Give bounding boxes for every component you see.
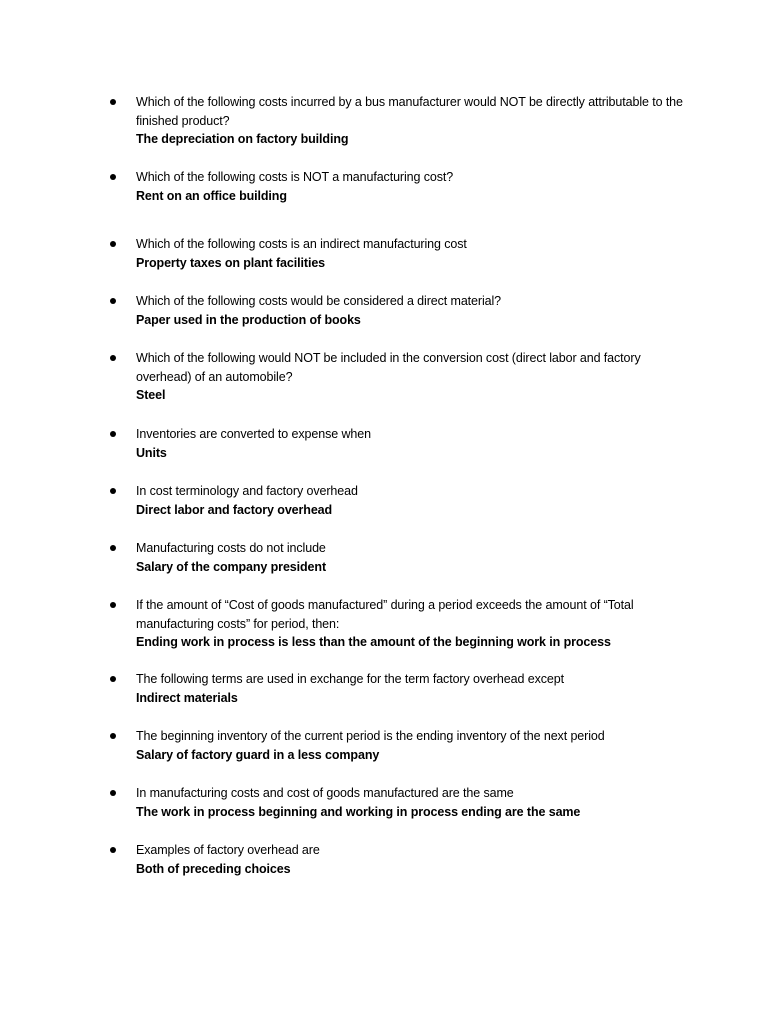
answer-text: Property taxes on plant facilities <box>136 255 326 270</box>
qa-text-block <box>136 292 686 329</box>
qa-text-block <box>136 784 686 821</box>
answer-text: Indirect materials <box>136 690 238 705</box>
question-text: The following terms are used in exchange for the term factory overhead except <box>136 672 564 686</box>
answer-text: Salary of factory guard in a less company <box>136 747 380 762</box>
bullet-icon <box>110 733 116 739</box>
bullet-icon <box>110 99 116 105</box>
qa-text-block <box>136 670 686 707</box>
qa-text-block <box>136 727 686 764</box>
question-text: Examples of factory overhead are <box>136 843 320 857</box>
question-text: In cost terminology and factory overhead <box>136 484 358 498</box>
question-text: The beginning inventory of the current period is the ending inventory of the next period <box>136 729 605 743</box>
answer-text: Rent on an office building <box>136 188 287 203</box>
question-text: Which of the following costs is NOT a manufacturing cost? <box>136 170 454 184</box>
answer-text: Salary of the company president <box>136 559 327 574</box>
qa-text-block <box>136 349 686 405</box>
answer-text: Both of preceding choices <box>136 861 291 876</box>
bullet-icon <box>110 847 116 853</box>
qa-text-block <box>136 539 686 576</box>
bullet-icon <box>110 790 116 796</box>
qa-text-block <box>136 596 686 652</box>
qa-text-block <box>136 168 686 205</box>
question-text: If the amount of “Cost of goods manufactured” during a period exceeds the amount of “Total manufacturing costs” for period, then: <box>136 598 634 631</box>
question-text: Which of the following costs incurred by a bus manufacturer would NOT be directly attributable to the finished product? <box>136 95 683 128</box>
qa-text-block <box>136 482 686 519</box>
bullet-icon <box>110 488 116 494</box>
bullet-icon <box>110 298 116 304</box>
bullet-icon <box>110 545 116 551</box>
bullet-icon <box>110 431 116 437</box>
question-text: Which of the following costs is an indirect manufacturing cost <box>136 237 467 251</box>
bullet-icon <box>110 355 116 361</box>
answer-text: Units <box>136 445 167 460</box>
question-text: Inventories are converted to expense when <box>136 427 371 441</box>
bullet-icon <box>110 602 116 608</box>
question-text: Which of the following costs would be considered a direct material? <box>136 294 502 308</box>
bullet-icon <box>110 676 116 682</box>
question-text: Which of the following would NOT be included in the conversion cost (direct labor and factory overhead) of an automobile? <box>136 351 641 384</box>
question-text: In manufacturing costs and cost of goods manufactured are the same <box>136 786 514 800</box>
qa-text-block <box>136 93 686 149</box>
bullet-icon <box>110 174 116 180</box>
qa-text-block <box>136 841 686 878</box>
question-text: Manufacturing costs do not include <box>136 541 326 555</box>
qa-text-block <box>136 425 686 462</box>
qa-text-block <box>136 235 686 272</box>
bullet-icon <box>110 241 116 247</box>
answer-text: Ending work in process is less than the amount of the beginning work in process <box>136 635 611 649</box>
answer-text: The work in process beginning and working in process ending are the same <box>136 804 581 819</box>
answer-text: The depreciation on factory building <box>136 132 349 146</box>
answer-text: Steel <box>136 388 166 402</box>
answer-text: Paper used in the production of books <box>136 312 361 327</box>
answer-text: Direct labor and factory overhead <box>136 502 333 517</box>
